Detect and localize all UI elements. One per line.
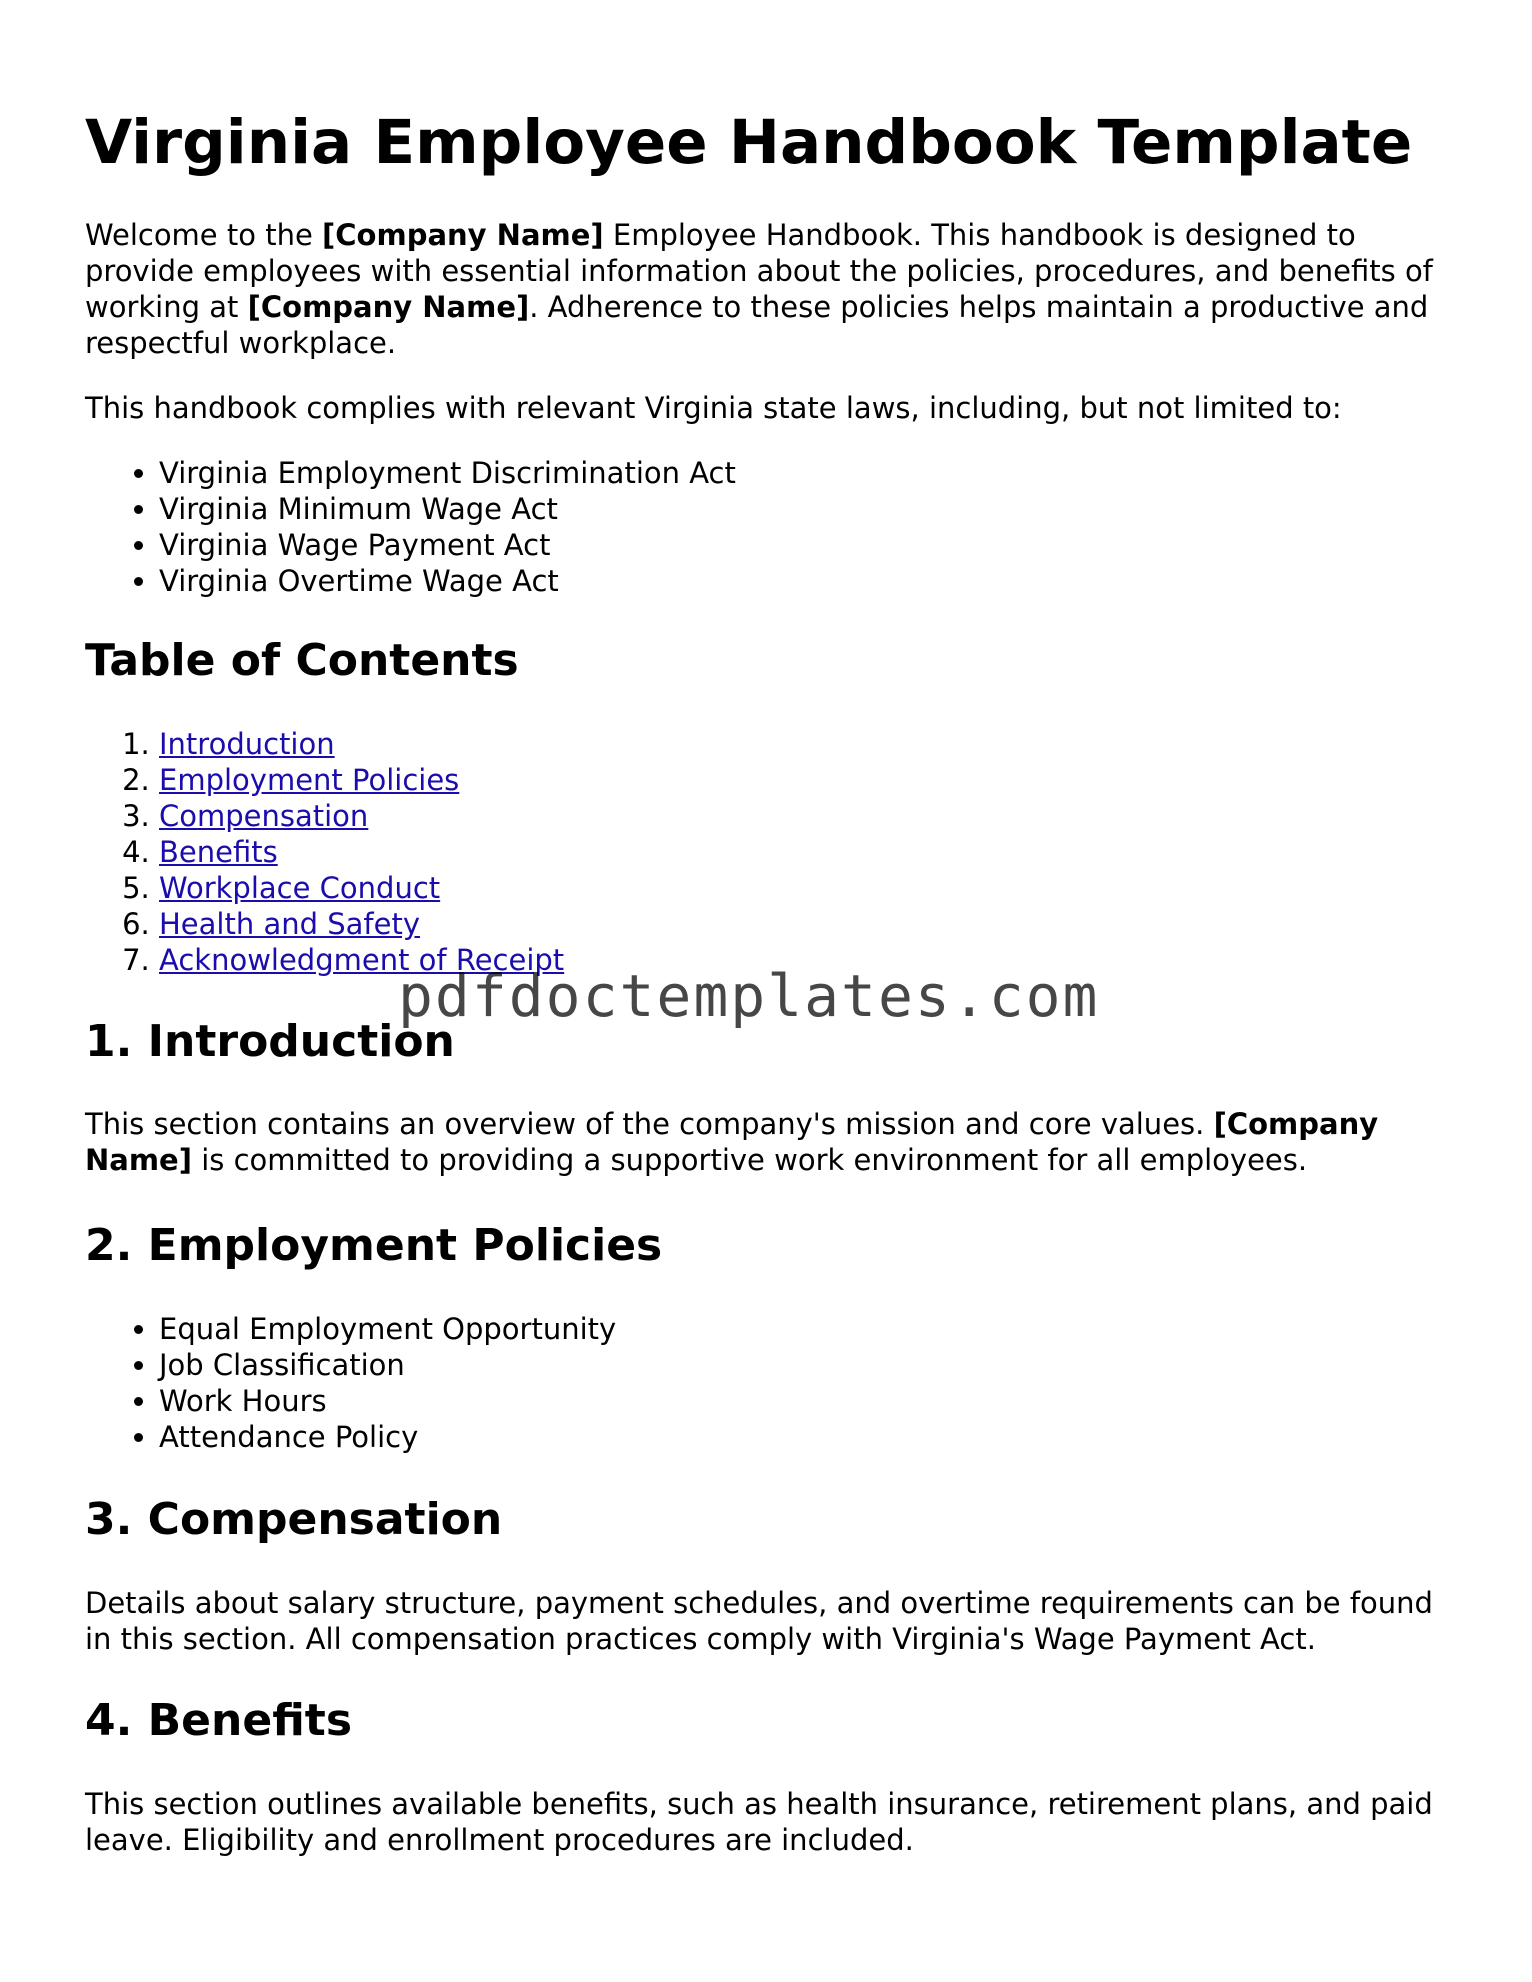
list-item: • Attendance Policy xyxy=(159,1419,1465,1455)
company-name-placeholder: [Company Name] xyxy=(247,290,530,324)
toc-link-acknowledgment-of-receipt[interactable]: Acknowledgment of Receipt xyxy=(159,943,565,977)
employment-policies-list xyxy=(85,1311,1465,1455)
intro-text-a: Welcome to the xyxy=(85,218,323,252)
toc-item xyxy=(159,834,1465,870)
intro-paragraph xyxy=(85,217,1465,361)
toc-item xyxy=(159,726,1465,762)
toc-link-introduction[interactable]: Introduction xyxy=(159,727,335,761)
company-name-placeholder: [Company Name] xyxy=(322,218,604,252)
toc-item xyxy=(159,798,1465,834)
toc-item xyxy=(159,942,1465,978)
list-item: • Virginia Minimum Wage Act xyxy=(159,491,1465,527)
company-name-placeholder: [Company Name] xyxy=(85,1107,1379,1177)
laws-list xyxy=(85,455,1465,599)
intro-text-c: . Adherence to these policies helps maintain a productive and respectful workplace. xyxy=(85,290,1429,360)
toc-item xyxy=(159,870,1465,906)
toc-link-workplace-conduct[interactable]: Workplace Conduct xyxy=(159,871,441,905)
toc-item xyxy=(159,906,1465,942)
list-item: • Virginia Wage Payment Act xyxy=(159,527,1465,563)
toc-link-compensation[interactable]: Compensation xyxy=(159,799,369,833)
section-heading-benefits: 4. Benefits xyxy=(85,1695,353,1746)
list-item: • Equal Employment Opportunity xyxy=(159,1311,1465,1347)
list-item: • Virginia Overtime Wage Act xyxy=(159,563,1465,599)
section-heading-introduction: 1. Introduction xyxy=(85,1016,455,1067)
toc-link-health-and-safety[interactable]: Health and Safety xyxy=(159,907,420,941)
list-item: • Virginia Employment Discrimination Act xyxy=(159,455,1465,491)
page-title: Virginia Employee Handbook Template xyxy=(85,107,1413,178)
toc-item xyxy=(159,762,1465,798)
watermark: pdfdoctemplates.com xyxy=(398,962,1100,1030)
section-heading-compensation: 3. Compensation xyxy=(85,1494,503,1545)
toc-link-benefits[interactable]: Benefits xyxy=(159,835,278,869)
table-of-contents xyxy=(85,726,1465,978)
list-item: • Job Classification xyxy=(159,1347,1465,1383)
list-item: • Work Hours xyxy=(159,1383,1465,1419)
introduction-paragraph xyxy=(85,1106,1465,1178)
introduction-text-a: This section contains an overview of the company's mission and core values. xyxy=(85,1107,1214,1141)
introduction-text-b: is committed to providing a supportive work environment for all employees. xyxy=(191,1143,1308,1177)
section-heading-employment-policies: 2. Employment Policies xyxy=(85,1220,663,1271)
toc-heading: Table of Contents xyxy=(85,635,519,686)
document-page xyxy=(85,0,1465,1858)
benefits-paragraph: This section outlines available benefits, such as health insurance, retirement plans, and paid leave. Eligibility and enrollment procedures are included. xyxy=(85,1787,1433,1857)
compensation-paragraph: Details about salary structure, payment schedules, and overtime requirements can be found in this section. All compensation practices comply with Virginia's Wage Payment Act. xyxy=(85,1586,1433,1656)
intro-text-b: Employee Handbook. This handbook is designed to provide employees with essential information about the policies, procedures, and benefits of working at xyxy=(85,218,1433,324)
compliance-paragraph: This handbook complies with relevant Virginia state laws, including, but not limited to: xyxy=(85,391,1342,425)
toc-link-employment-policies[interactable]: Employment Policies xyxy=(159,763,460,797)
